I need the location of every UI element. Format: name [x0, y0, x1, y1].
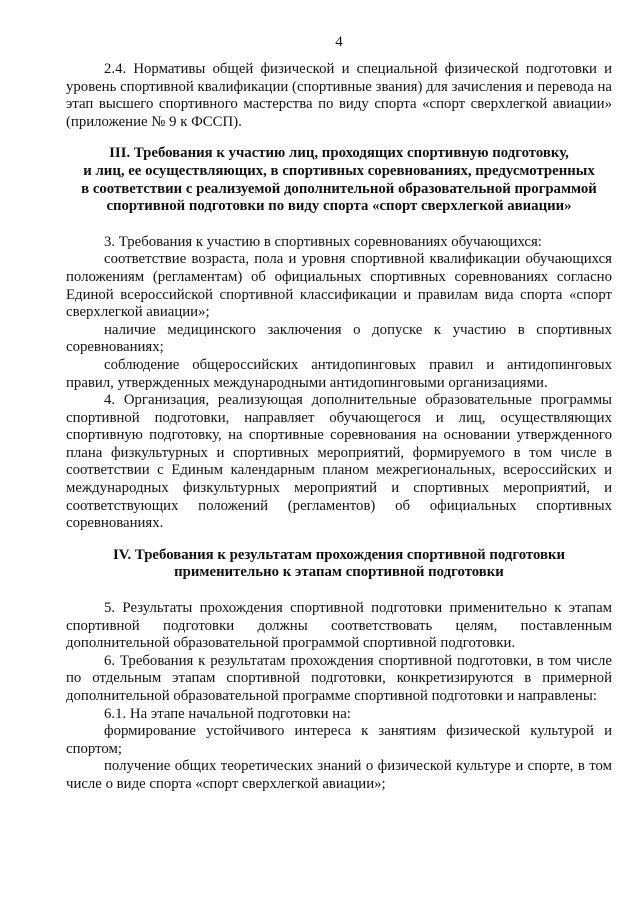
section-3-heading-line: спортивной подготовки по виду спорта «спорт сверхлегкой авиации»	[106, 198, 572, 215]
paragraph-3: 3. Требования к участию в спортивных соревнованиях обучающихся:	[104, 233, 542, 250]
paragraph-6-1-item-knowledge: получение общих теоретических знаний о физической культуре и спорте, в том числе о виде спорта «спорт сверхлегкой авиации»;	[66, 758, 612, 792]
section-3-heading-line: и лиц, ее осуществляющих, в спортивных соревнованиях, предусмотренных	[83, 162, 595, 179]
section-4-heading-line: IV. Требования к результатам прохождения спортивной подготовки	[112, 546, 566, 563]
paragraph-6-1-item-interest: формирование устойчивого интереса к занятиям физической культурой и спортом;	[66, 723, 612, 757]
paragraph-2-4: 2.4. Нормативы общей физической и специальной физической подготовки и уровень спортивной квалификации (спортивные звания) для зачисления и перевода на этап высшего спортивного мастерства по виду спорта «спорт сверхлегкой авиации» (приложение № 9 к ФССП).	[66, 61, 612, 130]
paragraph-6: 6. Требования к результатам прохождения спортивной подготовки, в том числе по отдельным этапам спортивной подготовки, конкретизируются в примерной дополнительной образовательной программе спортивной подготовки и направлены:	[66, 652, 612, 704]
paragraph-3-item-age: соответствие возраста, пола и уровня спортивной квалификации обучающихся положениям (регламентам) об официальных спортивных соревнованиях согласно Единой всероссийской спортивной классификации и правилам вида спорта «спорт сверхлегкой авиации»;	[66, 251, 612, 321]
section-4-heading-line: применительно к этапам спортивной подготовки	[174, 564, 504, 581]
paragraph-5: 5. Результаты прохождения спортивной подготовки применительно к этапам спортивной подготовки должны соответствовать целям, поставленным дополнительной образовательной программой спортивной подготовки.	[66, 600, 612, 652]
section-3-heading	[66, 145, 612, 215]
paragraph-3-item-antidoping: соблюдение общероссийских антидопинговых правил и антидопинговых правил, утвержденных международными антидопинговыми организациями.	[66, 356, 612, 391]
section-4-heading	[66, 547, 612, 582]
section-3-heading-line: в соответствии с реализуемой дополнительной образовательной программой	[81, 180, 597, 197]
paragraph-4: 4. Организация, реализующая дополнительные образовательные программы спортивной подготовки, направляет обучающегося и лиц, осуществляющих спортивную подготовку, на спортивные соревнования на основании утвержденного плана физкультурных и спортивных мероприятий, формируемого в том числе в соответствии с Единым календарным планом межрегиональных, всероссийских и международных физкультурных мероприятий и спортивных мероприятий, и соответствующих положений (регламентов) об официальных спортивных соревнованиях.	[66, 392, 612, 532]
page-number: 4	[335, 34, 343, 50]
section-3-heading-line: III. Требования к участию лиц, проходящих спортивную подготовку,	[109, 145, 569, 162]
paragraph-3-item-medical: наличие медицинского заключения о допуске к участию в спортивных соревнованиях;	[66, 321, 612, 356]
paragraph-6-1: 6.1. На этапе начальной подготовки на:	[104, 705, 351, 722]
